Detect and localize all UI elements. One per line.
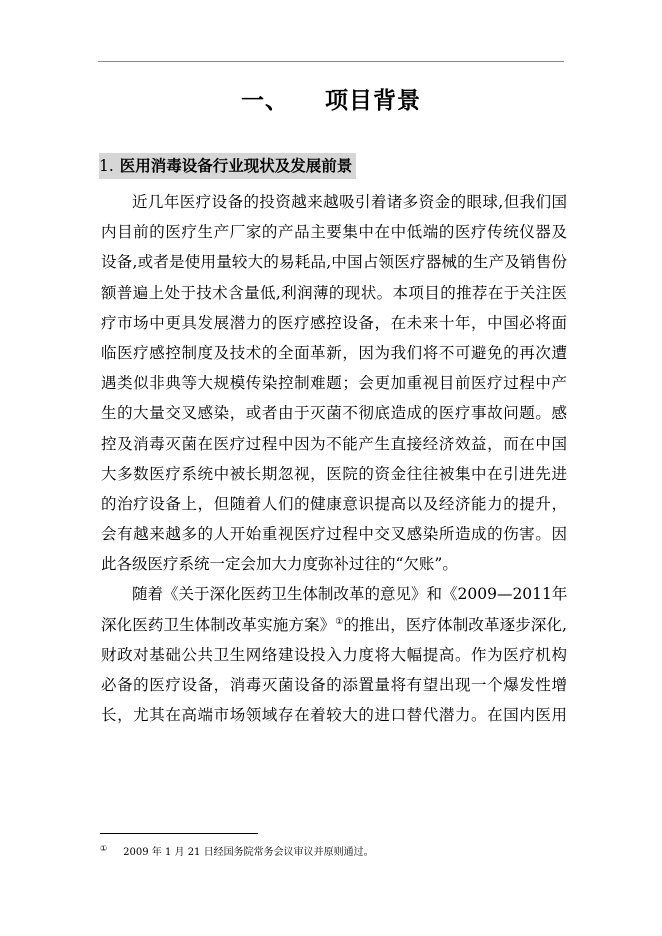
- paragraph-line-tail: 的推出，医疗体制改革逐步深化,: [343, 615, 567, 634]
- paragraph-line: 财政对基础公共卫生网络建设投入力度将大幅提高。作为医疗机构: [101, 645, 567, 664]
- paragraph-line: 随着《关于深化医药卫生体制改革的意见》和《2009—2011年: [132, 585, 568, 604]
- chapter-title: [98, 82, 564, 115]
- paragraph-line: 疗市场中更具发展潜力的医疗感控设备，在未来十年，中国必将面: [101, 313, 567, 332]
- paragraph-line: 长，尤其在高端市场领域存在着较大的进口替代潜力。在国内医用: [101, 706, 567, 725]
- footnote-rule: [100, 833, 258, 834]
- paragraph-line: 设备,或者是使用量较大的易耗品,中国占领医疗器械的生产及销售份: [101, 253, 567, 272]
- body-text: [101, 187, 567, 730]
- paragraph-line-head: 深化医药卫生体制改革实施方案》: [101, 615, 336, 634]
- paragraph-line-with-footnote-ref: [101, 610, 567, 640]
- paragraph-line: 控及消毒灭菌在医疗过程中因为不能产生直接经济效益，而在中国: [101, 434, 567, 453]
- paragraph-line: 生的大量交叉感染，或者由于灭菌不彻底造成的医疗事故问题。感: [101, 404, 567, 423]
- chapter-number: 一、: [241, 87, 289, 114]
- footnote-mark: ①: [100, 843, 108, 853]
- paragraph-line: 此各级医疗系统一定会加大力度弥补过往的“欠账”。: [101, 555, 458, 574]
- paragraph-line: 大多数医疗系统中被长期忽视，医院的资金往往被集中在引进先进: [101, 464, 567, 483]
- paragraph-line: 的治疗设备上，但随着人们的健康意识提高以及经济能力的提升，: [101, 494, 567, 513]
- paragraph-line: 遇类似非典等大规模传染控制难题；会更加重视目前医疗过程中产: [101, 374, 567, 393]
- section-number: 1.: [99, 157, 114, 175]
- footnote-ref-mark: ①: [335, 616, 344, 627]
- chapter-title-text: 项目背景: [325, 87, 421, 114]
- header-rule: [98, 61, 564, 62]
- paragraph-line: 必备的医疗设备，消毒灭菌设备的添置量将有望出现一个爆发性增: [101, 676, 567, 694]
- paragraph-line: 近几年医疗设备的投资越来越吸引着诸多资金的眼球,但我们国: [132, 193, 567, 211]
- paragraph-line: 会有越来越多的人开始重视医疗过程中交叉感染所造成的伤害。因: [101, 525, 567, 544]
- footnote: [100, 843, 374, 858]
- section-heading: [99, 153, 356, 179]
- paragraph-line: 额普遍上处于技术含量低,利润薄的现状。本项目的推荐在于关注医: [101, 283, 567, 302]
- paragraph-line: 内目前的医疗生产厂家的产品主要集中在中低端的医疗传统仪器及: [101, 223, 567, 242]
- section-title: 医用消毒设备行业现状及发展前景: [119, 156, 353, 175]
- paragraph-line: 临医疗感控制度及技术的全面革新，因为我们将不可避免的再次遭: [101, 343, 567, 362]
- footnote-text: 2009 年 1 月 21 日经国务院常务会议审议并原则通过。: [123, 847, 374, 858]
